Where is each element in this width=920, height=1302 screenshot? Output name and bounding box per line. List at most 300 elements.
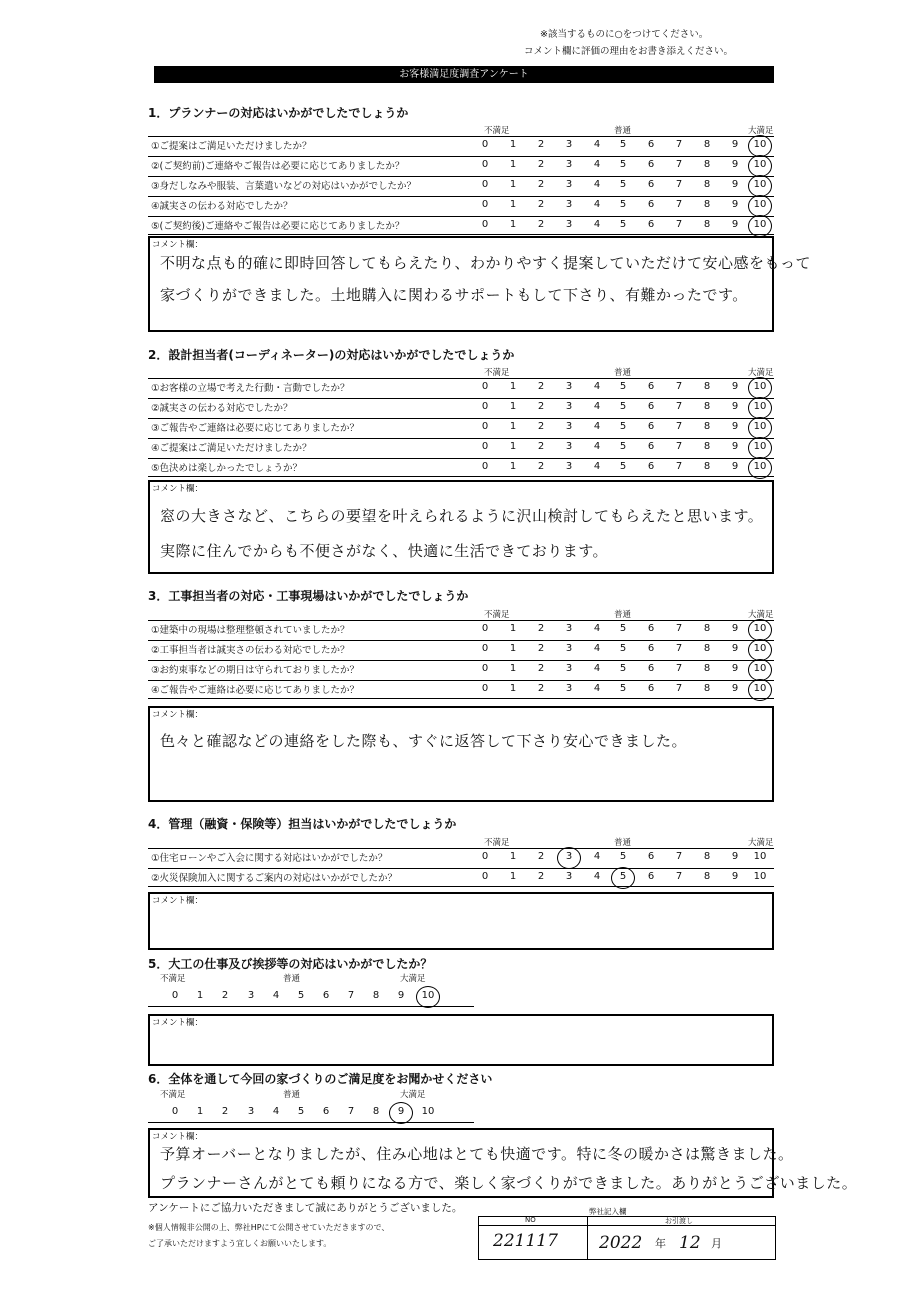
- rating-option[interactable]: 5: [619, 219, 627, 230]
- rating-option[interactable]: 4: [593, 461, 601, 472]
- rating-option[interactable]: 7: [675, 139, 683, 150]
- scale-low-label: 不満足: [484, 368, 510, 378]
- rating-option[interactable]: 7: [675, 623, 683, 634]
- rating-option[interactable]: 6: [647, 139, 655, 150]
- rating-option[interactable]: 0: [171, 990, 179, 1001]
- rating-option[interactable]: 5: [619, 623, 627, 634]
- rating-option[interactable]: 9: [731, 441, 739, 452]
- rating-option[interactable]: 6: [647, 199, 655, 210]
- selected-circle-mark: [748, 417, 772, 439]
- year-unit: 年: [655, 1237, 666, 1250]
- rating-option[interactable]: 2: [221, 1106, 229, 1117]
- comment-label: コメント欄：: [152, 896, 204, 906]
- rating-option[interactable]: 2: [537, 421, 545, 432]
- rating-option[interactable]: 1: [509, 159, 517, 170]
- rating-option[interactable]: 8: [372, 990, 380, 1001]
- rating-option[interactable]: 7: [347, 990, 355, 1001]
- survey-title: お客様満足度調査アンケート: [154, 66, 774, 83]
- comment-box[interactable]: [148, 892, 774, 950]
- rating-option[interactable]: 8: [703, 461, 711, 472]
- comment-label: コメント欄：: [152, 710, 204, 720]
- rating-option[interactable]: 5: [619, 643, 627, 654]
- rating-option[interactable]: 2: [537, 159, 545, 170]
- rating-option[interactable]: 9: [731, 871, 739, 882]
- row-divider: [148, 216, 774, 217]
- comment-label: コメント欄：: [152, 484, 204, 494]
- rating-option[interactable]: 0: [481, 219, 489, 230]
- question-label: ①ご提案はご満足いただけましたか？: [151, 141, 312, 152]
- rating-option[interactable]: 10: [753, 851, 767, 862]
- question-label: ④誠実さの伝わる対応でしたか？: [151, 201, 293, 212]
- rating-option[interactable]: 1: [509, 871, 517, 882]
- rating-option[interactable]: 0: [481, 421, 489, 432]
- rating-option[interactable]: 4: [593, 643, 601, 654]
- rating-option[interactable]: 2: [537, 461, 545, 472]
- rating-option[interactable]: 0: [481, 643, 489, 654]
- rating-option[interactable]: 8: [703, 663, 711, 674]
- rating-option[interactable]: 5: [297, 990, 305, 1001]
- rating-option[interactable]: 5: [619, 139, 627, 150]
- rating-option[interactable]: 0: [481, 871, 489, 882]
- rating-option[interactable]: 4: [593, 871, 601, 882]
- selected-circle-mark: [748, 195, 772, 217]
- rating-option[interactable]: 3: [565, 199, 573, 210]
- rating-option[interactable]: 2: [537, 441, 545, 452]
- scale-low-label: 不満足: [160, 1090, 186, 1100]
- rating-option[interactable]: 4: [593, 159, 601, 170]
- comment-box[interactable]: [148, 1014, 774, 1066]
- rating-option-selected[interactable]: 10: [753, 461, 767, 472]
- instruction-note: ※該当するものに○をつけてください。: [540, 29, 709, 40]
- handwritten-comment: 窓の大きさなど、こちらの要望を叶えられるように沢山検討してもらえたと思います。: [160, 507, 764, 525]
- rating-option[interactable]: 8: [703, 871, 711, 882]
- scale-low-label: 不満足: [484, 838, 510, 848]
- rating-option[interactable]: 6: [647, 663, 655, 674]
- rating-option[interactable]: 0: [481, 851, 489, 862]
- question-label: ③ご報告やご連絡は必要に応じてありましたか？: [151, 423, 360, 434]
- rating-option[interactable]: 7: [675, 401, 683, 412]
- rating-option-selected[interactable]: 10: [753, 623, 767, 634]
- question-label: ①建築中の現場は整理整頓されていましたか？: [151, 625, 350, 636]
- rating-option[interactable]: 7: [675, 643, 683, 654]
- rating-option[interactable]: 3: [247, 1106, 255, 1117]
- question-label: ④ご提案はご満足いただけましたか？: [151, 443, 312, 454]
- rating-option[interactable]: 5: [619, 461, 627, 472]
- handover-year: 2022: [599, 1233, 643, 1253]
- rating-option[interactable]: 2: [537, 643, 545, 654]
- selected-circle-mark: [748, 135, 772, 157]
- scale-high-label: 大満足: [748, 126, 774, 136]
- customer-number: 221117: [493, 1231, 558, 1251]
- rating-option[interactable]: 5: [619, 851, 627, 862]
- rating-option[interactable]: 6: [647, 643, 655, 654]
- rating-option[interactable]: 4: [593, 139, 601, 150]
- rating-option[interactable]: 3: [565, 461, 573, 472]
- selected-circle-mark: [416, 986, 440, 1008]
- month-unit: 月: [711, 1237, 722, 1250]
- rating-option[interactable]: 6: [647, 401, 655, 412]
- row-divider: [148, 698, 774, 699]
- rating-option[interactable]: 8: [703, 179, 711, 190]
- selected-circle-mark: [748, 619, 772, 641]
- selected-circle-mark: [748, 377, 772, 399]
- rating-option[interactable]: 8: [703, 421, 711, 432]
- rating-option[interactable]: 3: [565, 683, 573, 694]
- rating-option[interactable]: 3: [565, 159, 573, 170]
- handwritten-comment: 予算オーバーとなりましたが、住み心地はとても快適です。特に冬の暖かさは驚きました。: [160, 1145, 794, 1163]
- rating-option[interactable]: 7: [675, 663, 683, 674]
- rating-option[interactable]: 0: [481, 441, 489, 452]
- rating-option[interactable]: 2: [537, 199, 545, 210]
- row-divider: [148, 438, 774, 439]
- rating-option[interactable]: 4: [593, 663, 601, 674]
- rating-option[interactable]: 0: [481, 179, 489, 190]
- row-divider: [148, 640, 774, 641]
- rating-option[interactable]: 6: [647, 871, 655, 882]
- rating-option[interactable]: 4: [593, 381, 601, 392]
- rating-option[interactable]: 8: [703, 219, 711, 230]
- rating-option[interactable]: 8: [703, 441, 711, 452]
- rating-option[interactable]: 2: [221, 990, 229, 1001]
- comment-label: コメント欄：: [152, 1132, 204, 1142]
- rating-option[interactable]: 2: [537, 179, 545, 190]
- scale-high-label: 大満足: [400, 1090, 426, 1100]
- rating-option[interactable]: 4: [593, 683, 601, 694]
- row-divider: [148, 680, 774, 681]
- rating-option[interactable]: 7: [675, 871, 683, 882]
- rating-option[interactable]: 1: [509, 219, 517, 230]
- rating-option[interactable]: 5: [619, 179, 627, 190]
- rating-option[interactable]: 6: [647, 441, 655, 452]
- rating-option[interactable]: 4: [593, 219, 601, 230]
- handwritten-comment: 不明な点も的確に即時回答してもらえたり、わかりやすく提案していただけて安心感をもって: [160, 254, 812, 272]
- rating-option-selected[interactable]: 10: [753, 401, 767, 412]
- comment-label: コメント欄：: [152, 1018, 204, 1028]
- section-title: 2．設計担当者(コーディネーター)の対応はいかがでしたでしょうか: [148, 348, 515, 362]
- office-box-divider: [587, 1217, 588, 1259]
- rating-option[interactable]: 8: [703, 623, 711, 634]
- rating-option[interactable]: 5: [619, 441, 627, 452]
- rating-option[interactable]: 0: [481, 401, 489, 412]
- rating-option[interactable]: 3: [565, 643, 573, 654]
- rating-option[interactable]: 0: [481, 461, 489, 472]
- rating-option[interactable]: 6: [322, 990, 330, 1001]
- rating-option[interactable]: 3: [565, 139, 573, 150]
- row-divider: [148, 476, 774, 477]
- row-divider: [148, 458, 774, 459]
- rating-option[interactable]: 4: [593, 421, 601, 432]
- privacy-note: ご了承いただけますよう宜しくお願いいたします。: [148, 1239, 332, 1248]
- rating-option[interactable]: 6: [647, 159, 655, 170]
- rating-option[interactable]: 8: [703, 643, 711, 654]
- row-divider: [148, 378, 774, 379]
- rating-option[interactable]: 3: [565, 871, 573, 882]
- rating-option[interactable]: 7: [675, 381, 683, 392]
- rating-option[interactable]: 10: [421, 1106, 435, 1117]
- rating-option[interactable]: 1: [509, 683, 517, 694]
- rating-option-selected[interactable]: 10: [421, 990, 435, 1001]
- rating-option[interactable]: 5: [619, 159, 627, 170]
- rating-option[interactable]: 3: [565, 441, 573, 452]
- section-title: 5．大工の仕事及び挨拶等の対応はいかがでしたか？: [148, 957, 433, 971]
- rating-option[interactable]: 4: [593, 179, 601, 190]
- rating-option-selected[interactable]: 10: [753, 421, 767, 432]
- rating-option[interactable]: 8: [703, 199, 711, 210]
- rating-option[interactable]: 0: [481, 139, 489, 150]
- rating-option-selected[interactable]: 10: [753, 219, 767, 230]
- rating-option-selected[interactable]: 9: [397, 1106, 405, 1117]
- selected-circle-mark: [748, 659, 772, 681]
- no-label: NO: [525, 1216, 536, 1224]
- section-title: 1．プランナーの対応はいかがでしたでしょうか: [148, 106, 409, 120]
- rating-option[interactable]: 1: [509, 851, 517, 862]
- rating-option[interactable]: 9: [731, 219, 739, 230]
- office-use-box: [478, 1207, 776, 1260]
- handover-month: 12: [679, 1233, 701, 1253]
- office-use-label: 弊社記入欄: [589, 1207, 627, 1216]
- question-label: ②火災保険加入に関するご案内の対応はいかがでしたか？: [151, 873, 398, 884]
- rating-option[interactable]: 0: [481, 159, 489, 170]
- selected-circle-mark: [748, 639, 772, 661]
- rating-option[interactable]: 3: [565, 401, 573, 412]
- rating-option[interactable]: 7: [675, 421, 683, 432]
- rating-option[interactable]: 1: [509, 401, 517, 412]
- scale-low-label: 不満足: [484, 126, 510, 136]
- rating-option[interactable]: 9: [731, 139, 739, 150]
- row-divider: [148, 660, 774, 661]
- scale-mid-label: 普通: [614, 610, 632, 620]
- rating-option[interactable]: 7: [675, 199, 683, 210]
- rating-option[interactable]: 6: [322, 1106, 330, 1117]
- scale-low-label: 不満足: [484, 610, 510, 620]
- row-divider: [148, 156, 774, 157]
- row-divider: [148, 418, 774, 419]
- section-title: 4．管理（融資・保険等）担当はいかがでしたでしょうか: [148, 817, 457, 831]
- rating-option-selected[interactable]: 10: [753, 643, 767, 654]
- row-divider: [148, 848, 774, 849]
- rating-option[interactable]: 8: [703, 159, 711, 170]
- comment-box[interactable]: [148, 706, 774, 802]
- question-label: ①住宅ローンやご入会に関する対応はいかがでしたか？: [151, 853, 388, 864]
- rating-option-selected[interactable]: 10: [753, 139, 767, 150]
- rating-option-selected[interactable]: 10: [753, 199, 767, 210]
- rating-option[interactable]: 9: [731, 461, 739, 472]
- rating-option[interactable]: 2: [537, 623, 545, 634]
- section-title: 3．工事担当者の対応・工事現場はいかがでしたでしょうか: [148, 589, 469, 603]
- rating-option[interactable]: 3: [565, 381, 573, 392]
- rating-option[interactable]: 9: [731, 683, 739, 694]
- rating-option[interactable]: 3: [565, 623, 573, 634]
- rating-option[interactable]: 3: [247, 990, 255, 1001]
- rating-option[interactable]: 9: [731, 199, 739, 210]
- rating-option[interactable]: 7: [347, 1106, 355, 1117]
- rating-option[interactable]: 7: [675, 441, 683, 452]
- rating-option[interactable]: 1: [196, 1106, 204, 1117]
- scale-high-label: 大満足: [748, 368, 774, 378]
- question-label: ④ご報告やご連絡は必要に応じてありましたか？: [151, 685, 360, 696]
- rating-option[interactable]: 3: [565, 421, 573, 432]
- handwritten-comment: 家づくりができました。土地購入に関わるサポートもして下さり、有難かったです。: [160, 286, 748, 304]
- rating-option[interactable]: 6: [647, 219, 655, 230]
- scale-mid-label: 普通: [614, 838, 632, 848]
- question-label: ①お客様の立場で考えた行動・言動でしたか？: [151, 383, 350, 394]
- rating-option[interactable]: 5: [619, 199, 627, 210]
- rating-option[interactable]: 7: [675, 683, 683, 694]
- rating-option[interactable]: 2: [537, 871, 545, 882]
- rating-option[interactable]: 10: [753, 871, 767, 882]
- scale-low-label: 不満足: [160, 974, 186, 984]
- rating-option[interactable]: 8: [703, 851, 711, 862]
- handwritten-comment: プランナーさんがとても頼りになる方で、楽しく家づくりができました。ありがとうございました。: [160, 1174, 858, 1192]
- question-label: ⑤(ご契約後)ご連絡やご報告は必要に応じてありましたか？: [151, 221, 405, 232]
- comment-label: コメント欄：: [152, 240, 204, 250]
- rating-option[interactable]: 8: [703, 401, 711, 412]
- rating-option[interactable]: 5: [297, 1106, 305, 1117]
- scale-mid-label: 普通: [283, 1090, 301, 1100]
- rating-option[interactable]: 7: [675, 159, 683, 170]
- rating-option[interactable]: 1: [509, 461, 517, 472]
- privacy-note: ※個人情報非公開の上、弊社HPにて公開させていただきますので、: [148, 1223, 390, 1232]
- rating-option[interactable]: 9: [731, 643, 739, 654]
- row-divider: [148, 1006, 474, 1007]
- rating-option[interactable]: 9: [731, 851, 739, 862]
- rating-option[interactable]: 8: [703, 683, 711, 694]
- rating-option-selected[interactable]: 10: [753, 159, 767, 170]
- rating-option[interactable]: 5: [619, 421, 627, 432]
- rating-option-selected[interactable]: 10: [753, 683, 767, 694]
- handwritten-comment: 色々と確認などの連絡をした際も、すぐに返答して下さり安心できました。: [160, 732, 688, 750]
- thanks-text: アンケートにご協力いただきまして誠にありがとうございました。: [148, 1202, 463, 1214]
- rating-option[interactable]: 6: [647, 851, 655, 862]
- selected-circle-mark: [557, 847, 581, 869]
- rating-option[interactable]: 0: [481, 683, 489, 694]
- rating-option[interactable]: 1: [196, 990, 204, 1001]
- rating-option[interactable]: 3: [565, 179, 573, 190]
- scale-high-label: 大満足: [748, 838, 774, 848]
- rating-option[interactable]: 2: [537, 401, 545, 412]
- rating-option[interactable]: 9: [731, 159, 739, 170]
- rating-option[interactable]: 8: [703, 139, 711, 150]
- rating-option[interactable]: 9: [731, 623, 739, 634]
- selected-circle-mark: [748, 175, 772, 197]
- rating-option[interactable]: 2: [537, 381, 545, 392]
- row-divider: [148, 1122, 474, 1123]
- rating-option[interactable]: 9: [731, 663, 739, 674]
- scale-mid-label: 普通: [614, 368, 632, 378]
- rating-option[interactable]: 2: [537, 219, 545, 230]
- rating-option[interactable]: 6: [647, 179, 655, 190]
- rating-option[interactable]: 1: [509, 381, 517, 392]
- instruction-note: コメント欄に評価の理由をお書き添えください。: [524, 46, 734, 57]
- rating-option[interactable]: 1: [509, 421, 517, 432]
- rating-option[interactable]: 6: [647, 421, 655, 432]
- row-divider: [148, 868, 774, 869]
- rating-option[interactable]: 7: [675, 461, 683, 472]
- rating-option[interactable]: 9: [397, 990, 405, 1001]
- rating-option[interactable]: 5: [619, 401, 627, 412]
- rating-option[interactable]: 2: [537, 139, 545, 150]
- rating-option-selected[interactable]: 10: [753, 381, 767, 392]
- rating-option[interactable]: 5: [619, 683, 627, 694]
- selected-circle-mark: [389, 1102, 413, 1124]
- rating-option[interactable]: 1: [509, 139, 517, 150]
- rating-option[interactable]: 1: [509, 663, 517, 674]
- rating-option[interactable]: 0: [171, 1106, 179, 1117]
- question-label: ②誠実さの伝わる対応でしたか？: [151, 403, 293, 414]
- row-divider: [148, 196, 774, 197]
- row-divider: [148, 136, 774, 137]
- rating-option[interactable]: 0: [481, 663, 489, 674]
- rating-option[interactable]: 9: [731, 401, 739, 412]
- rating-option[interactable]: 7: [675, 851, 683, 862]
- rating-option[interactable]: 8: [372, 1106, 380, 1117]
- rating-option[interactable]: 9: [731, 421, 739, 432]
- rating-option[interactable]: 8: [703, 381, 711, 392]
- scale-high-label: 大満足: [748, 610, 774, 620]
- section-title: 6．全体を通して今回の家づくりのご満足度をお聞かせください: [148, 1072, 493, 1086]
- rating-option[interactable]: 7: [675, 179, 683, 190]
- rating-option[interactable]: 9: [731, 179, 739, 190]
- rating-option[interactable]: 4: [272, 1106, 280, 1117]
- scale-mid-label: 普通: [614, 126, 632, 136]
- rating-option[interactable]: 1: [509, 441, 517, 452]
- rating-option[interactable]: 5: [619, 663, 627, 674]
- rating-option[interactable]: 4: [593, 851, 601, 862]
- rating-option[interactable]: 1: [509, 643, 517, 654]
- rating-option[interactable]: 6: [647, 623, 655, 634]
- question-label: ③お約束事などの期日は守られておりましたか？: [151, 665, 360, 676]
- rating-option[interactable]: 6: [647, 461, 655, 472]
- rating-option-selected[interactable]: 10: [753, 441, 767, 452]
- rating-option[interactable]: 0: [481, 199, 489, 210]
- scale-high-label: 大満足: [400, 974, 426, 984]
- question-label: ②工事担当者は誠実さの伝わる対応でしたか？: [151, 645, 350, 656]
- rating-option[interactable]: 5: [619, 381, 627, 392]
- rating-option[interactable]: 2: [537, 683, 545, 694]
- rating-option[interactable]: 1: [509, 199, 517, 210]
- rating-option[interactable]: 2: [537, 663, 545, 674]
- row-divider: [148, 886, 774, 887]
- selected-circle-mark: [748, 437, 772, 459]
- selected-circle-mark: [748, 397, 772, 419]
- rating-option[interactable]: 0: [481, 623, 489, 634]
- rating-option-selected[interactable]: 3: [565, 851, 573, 862]
- handover-label: お引渡し: [665, 1217, 693, 1225]
- rating-option[interactable]: 4: [593, 199, 601, 210]
- rating-option[interactable]: 3: [565, 663, 573, 674]
- rating-option[interactable]: 6: [647, 381, 655, 392]
- row-divider: [148, 234, 774, 235]
- scale-mid-label: 普通: [283, 974, 301, 984]
- rating-option[interactable]: 4: [593, 401, 601, 412]
- rating-option[interactable]: 1: [509, 179, 517, 190]
- rating-option[interactable]: 2: [537, 851, 545, 862]
- rating-option-selected[interactable]: 10: [753, 179, 767, 190]
- rating-option[interactable]: 4: [593, 623, 601, 634]
- rating-option[interactable]: 4: [593, 441, 601, 452]
- rating-option[interactable]: 7: [675, 219, 683, 230]
- rating-option[interactable]: 6: [647, 683, 655, 694]
- rating-option-selected[interactable]: 10: [753, 663, 767, 674]
- office-box-divider: [479, 1225, 775, 1226]
- rating-option[interactable]: 9: [731, 381, 739, 392]
- rating-option[interactable]: 4: [272, 990, 280, 1001]
- rating-option[interactable]: 1: [509, 623, 517, 634]
- selected-circle-mark: [748, 155, 772, 177]
- rating-option-selected[interactable]: 5: [619, 871, 627, 882]
- rating-option[interactable]: 3: [565, 219, 573, 230]
- rating-option[interactable]: 0: [481, 381, 489, 392]
